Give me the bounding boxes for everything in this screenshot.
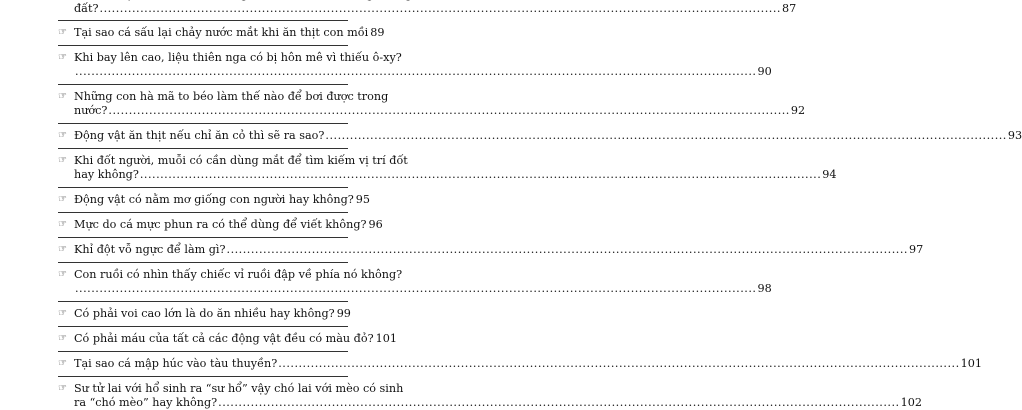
pointing-hand-icon: ☞ bbox=[58, 219, 67, 230]
dot-leader bbox=[325, 129, 1006, 143]
divider bbox=[58, 84, 348, 85]
toc-entry bbox=[58, 332, 397, 346]
entry-text: Khi đốt người, muỗi có cần dùng mắt để tìm kiếm vị trí đốt bbox=[74, 154, 408, 167]
toc-entry bbox=[58, 90, 806, 118]
dot-leader bbox=[108, 104, 789, 118]
dot-leader bbox=[75, 65, 756, 79]
toc-entry bbox=[58, 51, 772, 79]
entry-text: nước? bbox=[74, 104, 108, 117]
pointing-hand-icon: ☞ bbox=[58, 27, 67, 38]
page-number: 99 bbox=[336, 307, 351, 320]
entry-text: hay không? bbox=[74, 168, 139, 181]
divider bbox=[58, 376, 348, 377]
entry-text: Động vật ăn thịt nếu chỉ ăn cỏ thì sẽ ra sao? bbox=[74, 129, 325, 142]
dot-leader bbox=[140, 168, 821, 182]
entry-text: Có phải máu của tất cả các động vật đều có màu đỏ? bbox=[74, 332, 374, 345]
entry-text: Tại sao cá sấu lại chảy nước mắt khi ăn thịt con mồi bbox=[74, 26, 369, 39]
pointing-hand-icon: ☞ bbox=[58, 52, 67, 63]
page-number: 93 bbox=[1007, 129, 1022, 142]
toc-entry bbox=[58, 26, 385, 40]
pointing-hand-icon: ☞ bbox=[58, 130, 67, 141]
pointing-hand-icon: ☞ bbox=[58, 91, 67, 102]
dot-leader bbox=[218, 396, 899, 410]
page-number: 94 bbox=[822, 168, 837, 181]
entry-text: đất? bbox=[74, 2, 99, 15]
pointing-hand-icon: ☞ bbox=[58, 244, 67, 255]
divider bbox=[58, 45, 348, 46]
page-number: 97 bbox=[908, 243, 924, 256]
table-of-contents bbox=[58, 0, 1022, 410]
page-number: 90 bbox=[757, 65, 772, 78]
divider bbox=[58, 237, 348, 238]
entry-text: Tại sao cá mập húc vào tàu thuyền? bbox=[74, 357, 278, 370]
dot-leader bbox=[227, 243, 908, 257]
toc-entry bbox=[58, 268, 772, 296]
divider bbox=[58, 148, 348, 149]
pointing-hand-icon: ☞ bbox=[58, 269, 67, 280]
page-number: 101 bbox=[375, 332, 397, 345]
pointing-hand-icon: ☞ bbox=[58, 333, 67, 344]
page-number: 87 bbox=[781, 2, 797, 15]
entry-text: Động vật có nằm mơ giống con người hay không? bbox=[74, 193, 354, 206]
toc-entry bbox=[58, 129, 1022, 143]
pointing-hand-icon: ☞ bbox=[58, 155, 67, 166]
divider bbox=[58, 20, 348, 21]
dot-leader bbox=[75, 282, 756, 296]
divider bbox=[58, 212, 348, 213]
page-number: 96 bbox=[368, 218, 383, 231]
page-number: 102 bbox=[900, 396, 922, 409]
entry-text: Có phải voi cao lớn là do ăn nhiều hay không? bbox=[74, 307, 335, 320]
dot-leader bbox=[100, 2, 781, 16]
entry-text: Khi bay lên cao, liệu thiên nga có bị hôn mê vì thiếu ô-xy? bbox=[74, 51, 402, 64]
page-number: 98 bbox=[757, 282, 772, 295]
toc-entry bbox=[58, 193, 371, 207]
page-number: 101 bbox=[960, 357, 983, 370]
toc-entry bbox=[58, 357, 983, 371]
pointing-hand-icon: ☞ bbox=[58, 308, 67, 319]
divider bbox=[58, 187, 348, 188]
entry-text: Khỉ đột vỗ ngực để làm gì? bbox=[74, 243, 226, 256]
entry-text: ra “chó mèo” hay không? bbox=[74, 396, 218, 409]
entry-text: Sư tử lai với hổ sinh ra “sư hổ” vậy chó lai với mèo có sinh bbox=[74, 382, 404, 395]
page-number: 95 bbox=[355, 193, 371, 206]
toc-entry bbox=[58, 243, 924, 257]
pointing-hand-icon: ☞ bbox=[58, 358, 67, 369]
divider bbox=[58, 301, 348, 302]
toc-entry bbox=[58, 154, 837, 182]
toc-entry bbox=[58, 218, 383, 232]
divider bbox=[58, 123, 348, 124]
toc-entry bbox=[58, 307, 351, 321]
entry-text: Con ruồi có nhìn thấy chiếc vỉ ruồi đập về phía nó không? bbox=[74, 268, 403, 281]
divider bbox=[58, 351, 348, 352]
toc-entry bbox=[58, 382, 922, 410]
dot-leader bbox=[278, 357, 959, 371]
entry-text: Mực do cá mực phun ra có thể dùng để viết không? bbox=[74, 218, 367, 231]
divider bbox=[58, 326, 348, 327]
page-number: 89 bbox=[370, 26, 385, 39]
entry-text: Những con hà mã to béo làm thế nào để bơi được trong bbox=[74, 90, 389, 103]
pointing-hand-icon: ☞ bbox=[58, 383, 67, 394]
toc-entry bbox=[58, 0, 797, 16]
divider bbox=[58, 262, 348, 263]
pointing-hand-icon: ☞ bbox=[58, 194, 67, 205]
page-number: 92 bbox=[790, 104, 806, 117]
